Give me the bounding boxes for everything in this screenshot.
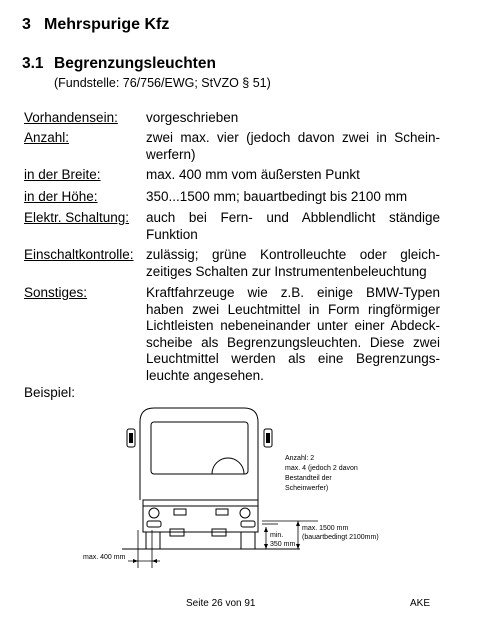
row-value-hoehe: 350...1500 mm; bauartbedingt bis 2100 mm (146, 189, 408, 204)
row-label-breite: in der Breite: (24, 167, 101, 182)
count-note-line: Bestandteil der (285, 475, 332, 482)
row-label-anzahl: Anzahl: (24, 130, 70, 145)
svg-text:max. 1500 mm (302, 525, 348, 532)
row-value-breite: max. 400 mm vom äußersten Punkt (146, 167, 360, 182)
example-label: Beispiel: (24, 385, 76, 400)
svg-text:Anzahl: 2 (285, 455, 314, 462)
section-number: 3.1 (22, 55, 44, 72)
width-max-label: max. 400 mm (83, 554, 126, 561)
svg-text:350 mm (270, 541, 295, 548)
chapter-title: Mehrspurige Kfz (44, 16, 170, 33)
mirror-lamp-left (129, 433, 133, 443)
count-note-line: Anzahl: 2 (285, 455, 315, 462)
section-title: Begrenzungsleuchten (54, 55, 216, 72)
section-source: (Fundstelle: 76/756/EWG; StVZO § 51) (54, 76, 271, 90)
svg-text:Bestandteil der (285, 475, 332, 482)
row-label-hoehe: in der Höhe: (24, 189, 98, 204)
row-value-vorhandensein: vorgeschrieben (146, 110, 239, 125)
row-value-anzahl: zwei max. vier (jedoch davon zwei in Schein-werfern) (146, 130, 440, 162)
count-note-line: max. 4 (jedoch 2 davon (285, 465, 358, 472)
wheel-right (241, 532, 255, 549)
row-label-vorhandensein: Vorhandensein: (24, 110, 118, 125)
row-value-schaltung: auch bei Fern- und Abblendlicht ständige Funktion (146, 210, 440, 242)
row-label-einschaltkontrolle: Einschaltkontrolle: (24, 247, 134, 262)
position-lamp-right (241, 521, 255, 527)
grille-slot (216, 509, 228, 515)
svg-text:max. 400 mm (83, 554, 126, 561)
wheel-left (146, 532, 160, 549)
footer-page-number: Seite 26 von 91 (186, 598, 256, 609)
chapter-number: 3 (22, 16, 31, 33)
svg-text:Scheinwerfer) (285, 485, 328, 492)
windshield (151, 422, 248, 474)
row-label-schaltung: Elektr. Schaltung: (24, 210, 130, 225)
count-note-line: Scheinwerfer) (285, 485, 329, 492)
height-max-note: (bauartbedingt 2100mm) (302, 534, 379, 541)
headlight-left (149, 508, 159, 518)
row-value-sonstiges: Kraftfahrzeuge wie z.B. einige BMW-Typen haben zwei Leuchtmittel in Form ringförmiger Lichtleisten nebeneinander unter einer Abdeck-scheibe als Begrenzungsleuchten. Diese zwei Leuchtmittel werden als eine Begrenzungs-leuchte angesehen. (146, 285, 440, 383)
mirror-lamp-right (266, 433, 270, 443)
svg-text:min. (270, 532, 283, 539)
steering-wheel (212, 458, 244, 474)
row-value-einschaltkontrolle: zulässig; grüne Kontrolleuchte oder gleich-zeitiges Schalten zur Instrumentenbeleuchtung (146, 247, 440, 279)
row-label-sonstiges: Sonstiges: (24, 285, 88, 300)
footer-code: AKE (410, 598, 431, 609)
grille-slot (174, 509, 186, 515)
svg-text:(bauartbedingt 2100mm) (302, 534, 379, 541)
position-lamp-left (147, 521, 161, 527)
height-max-label: max. 1500 mm (302, 525, 349, 532)
height-min-value: 350 mm (270, 541, 296, 548)
height-min-label: min. (270, 532, 284, 539)
svg-text:max. 4 (jedoch 2 davon (285, 465, 358, 472)
headlight-right (240, 508, 250, 518)
